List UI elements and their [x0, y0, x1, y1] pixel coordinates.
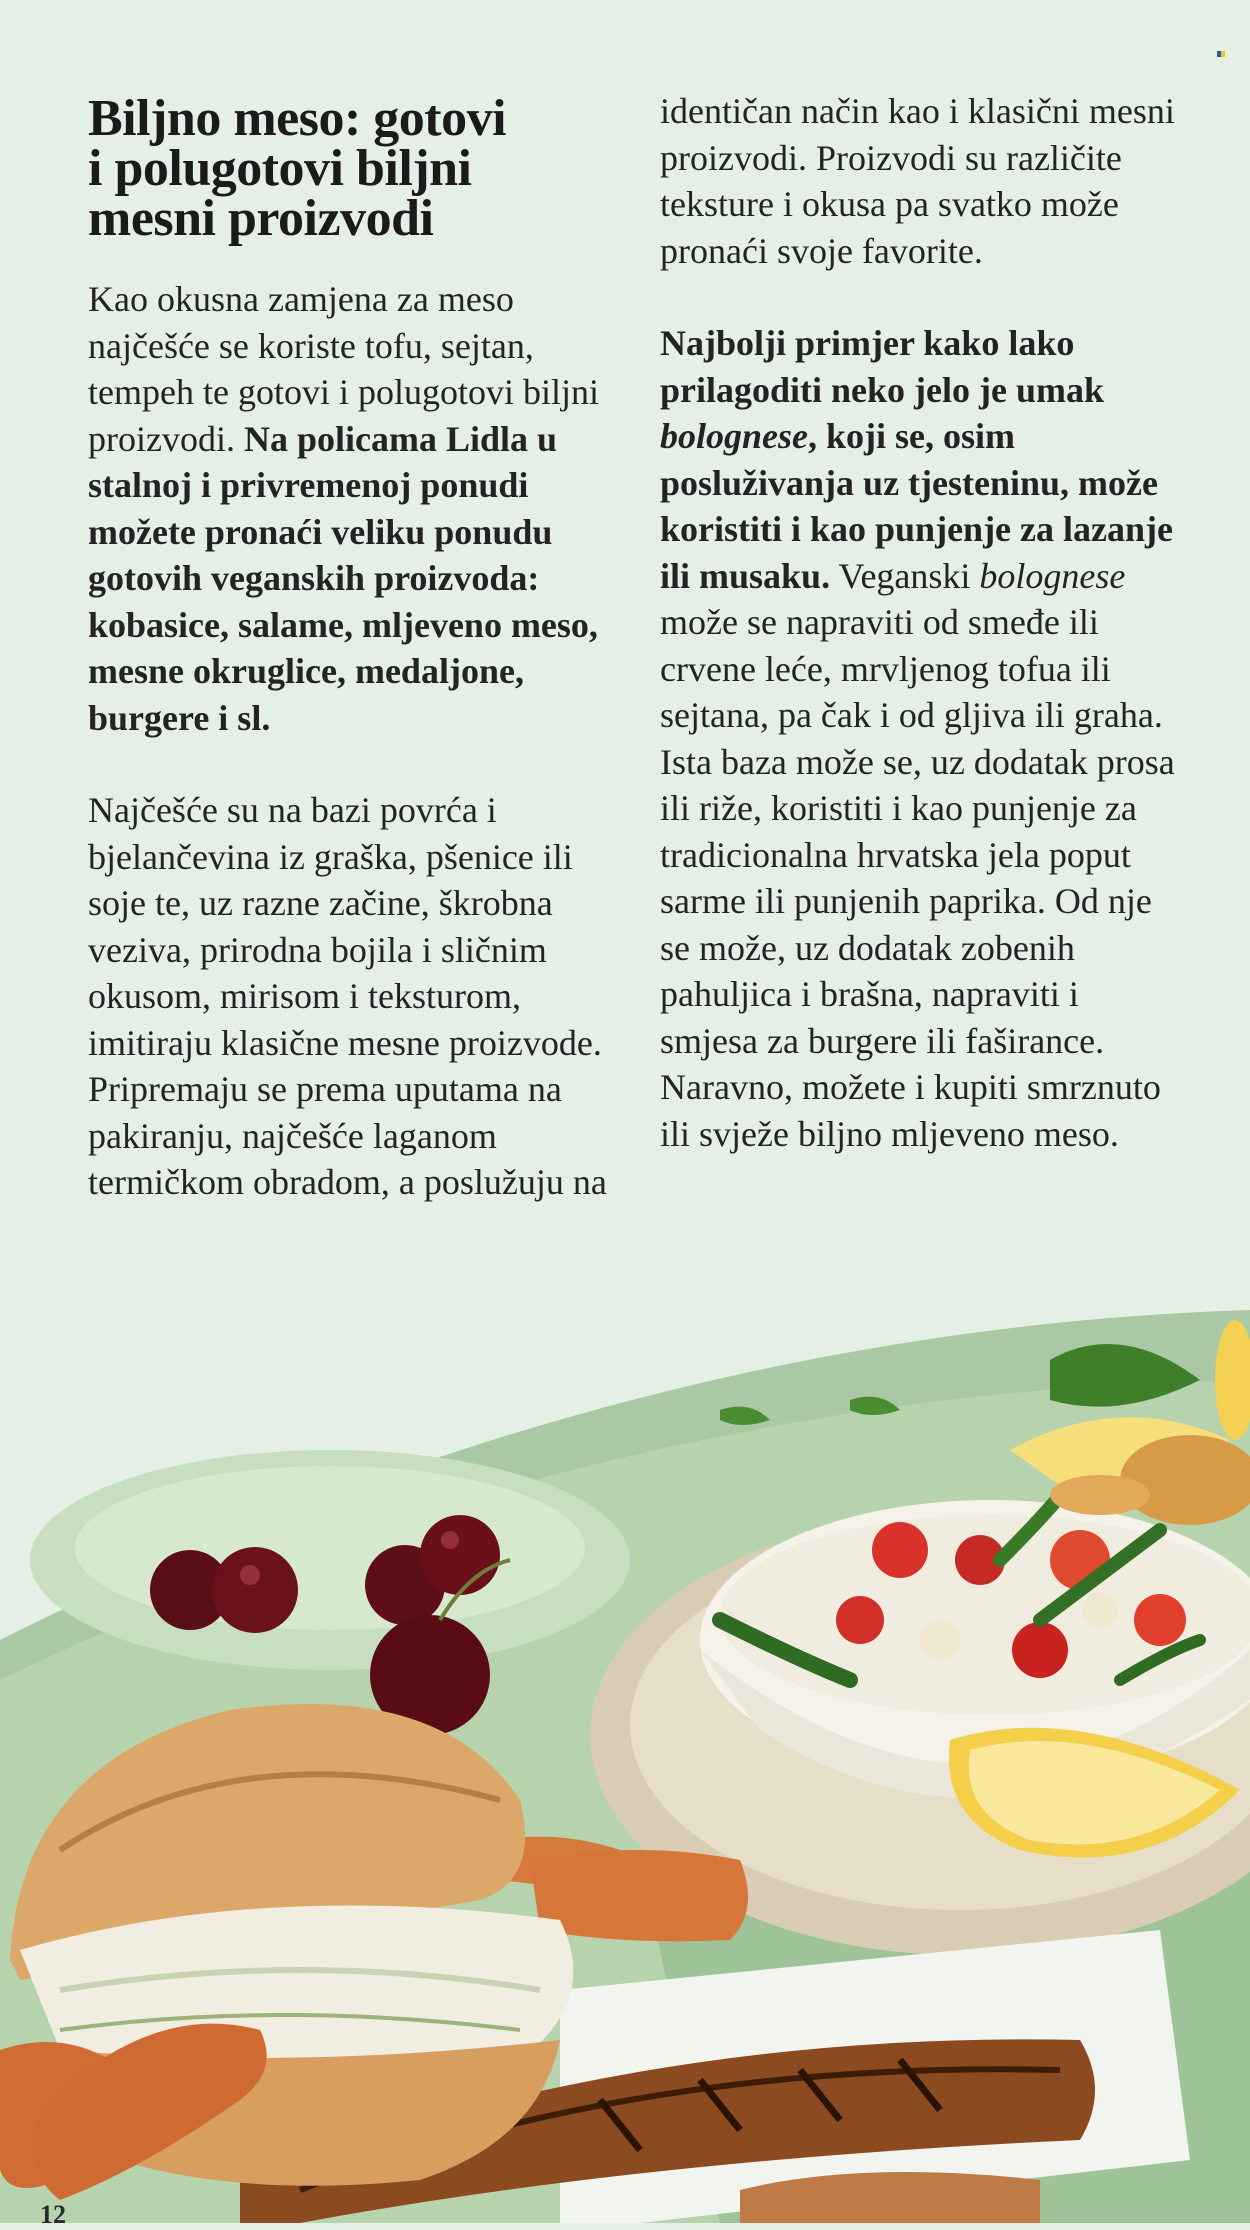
bolognese-regular-a: Veganski: [838, 555, 971, 596]
bolognese-italic: bolognese: [979, 555, 1126, 596]
article-title: [88, 90, 588, 247]
paragraph-continuation: identičan način kao i klasični mesni proizvodi. Proizvodi su različite teksture i okusa pa svatko može pronaći svoje favorite.: [660, 91, 1175, 271]
bolognese-bold-a: Najbolji primjer kako lako prilagoditi neko jelo je umak: [660, 323, 1105, 410]
title-line: i polugotovi biljni: [88, 140, 472, 197]
brand-mark-icon: [1217, 44, 1227, 50]
intro-bold-text: Na policama Lidla u stalnoj i privremenoj ponudi možete pronaći veliku ponudu gotovih veganskih proizvoda: kobasice, salame, mljeveno meso, mesne okruglice, medaljone, burgere i sl.: [88, 418, 598, 738]
paragraph-intro: [88, 276, 608, 741]
paragraph-composition: Najčešće su na bazi povrća i bjelančevina iz graška, pšenice ili soje te, uz razne začine, škrobna veziva, prirodna bojila i sličnim okusom, mirisom i teksturom, imitiraju klasične mesne proizvode. Pripremaju se prema uputama na pakiranju, najčešće laganom termičkom obradom, a poslužuju na: [88, 790, 607, 1202]
bolognese-bold-b: , koji se, osim posluživanja uz tjesteninu, može koristiti i kao punjenje za lazanje ili musaku.: [660, 416, 1173, 596]
paragraph-bolognese: [660, 320, 1180, 1157]
intro-text: Kao okusna zamjena za meso najčešće se koriste tofu, sejtan, tempeh te gotovi i polugotovi biljni proizvodi.: [88, 279, 599, 459]
page-number: 12: [40, 2200, 66, 2229]
title-line: mesni proizvodi: [88, 190, 434, 247]
title-line: Biljno meso: gotovi: [88, 90, 507, 147]
right-column: [660, 88, 1180, 1157]
corner-mark-yellow: [1221, 51, 1225, 57]
bolognese-bold-italic: bolognese: [660, 416, 808, 456]
bolognese-regular-b: može se napraviti od smeđe ili crvene leće, mrvljenog tofua ili sejtana, pa čak i od gljiva ili graha. Ista baza može se, uz dodatak prosa ili riže, koristiti i kao punjenje za tradicionalna hrvatska jela poput sarme ili punjenih paprika. Od nje se može, uz dodatak zobenih pahuljica i brašna, napraviti i smjesa za burgere ili faširance. Naravno, možete i kupiti smrznuto ili svježe biljno mljeveno meso.: [660, 602, 1175, 1154]
left-column: [88, 276, 608, 1206]
